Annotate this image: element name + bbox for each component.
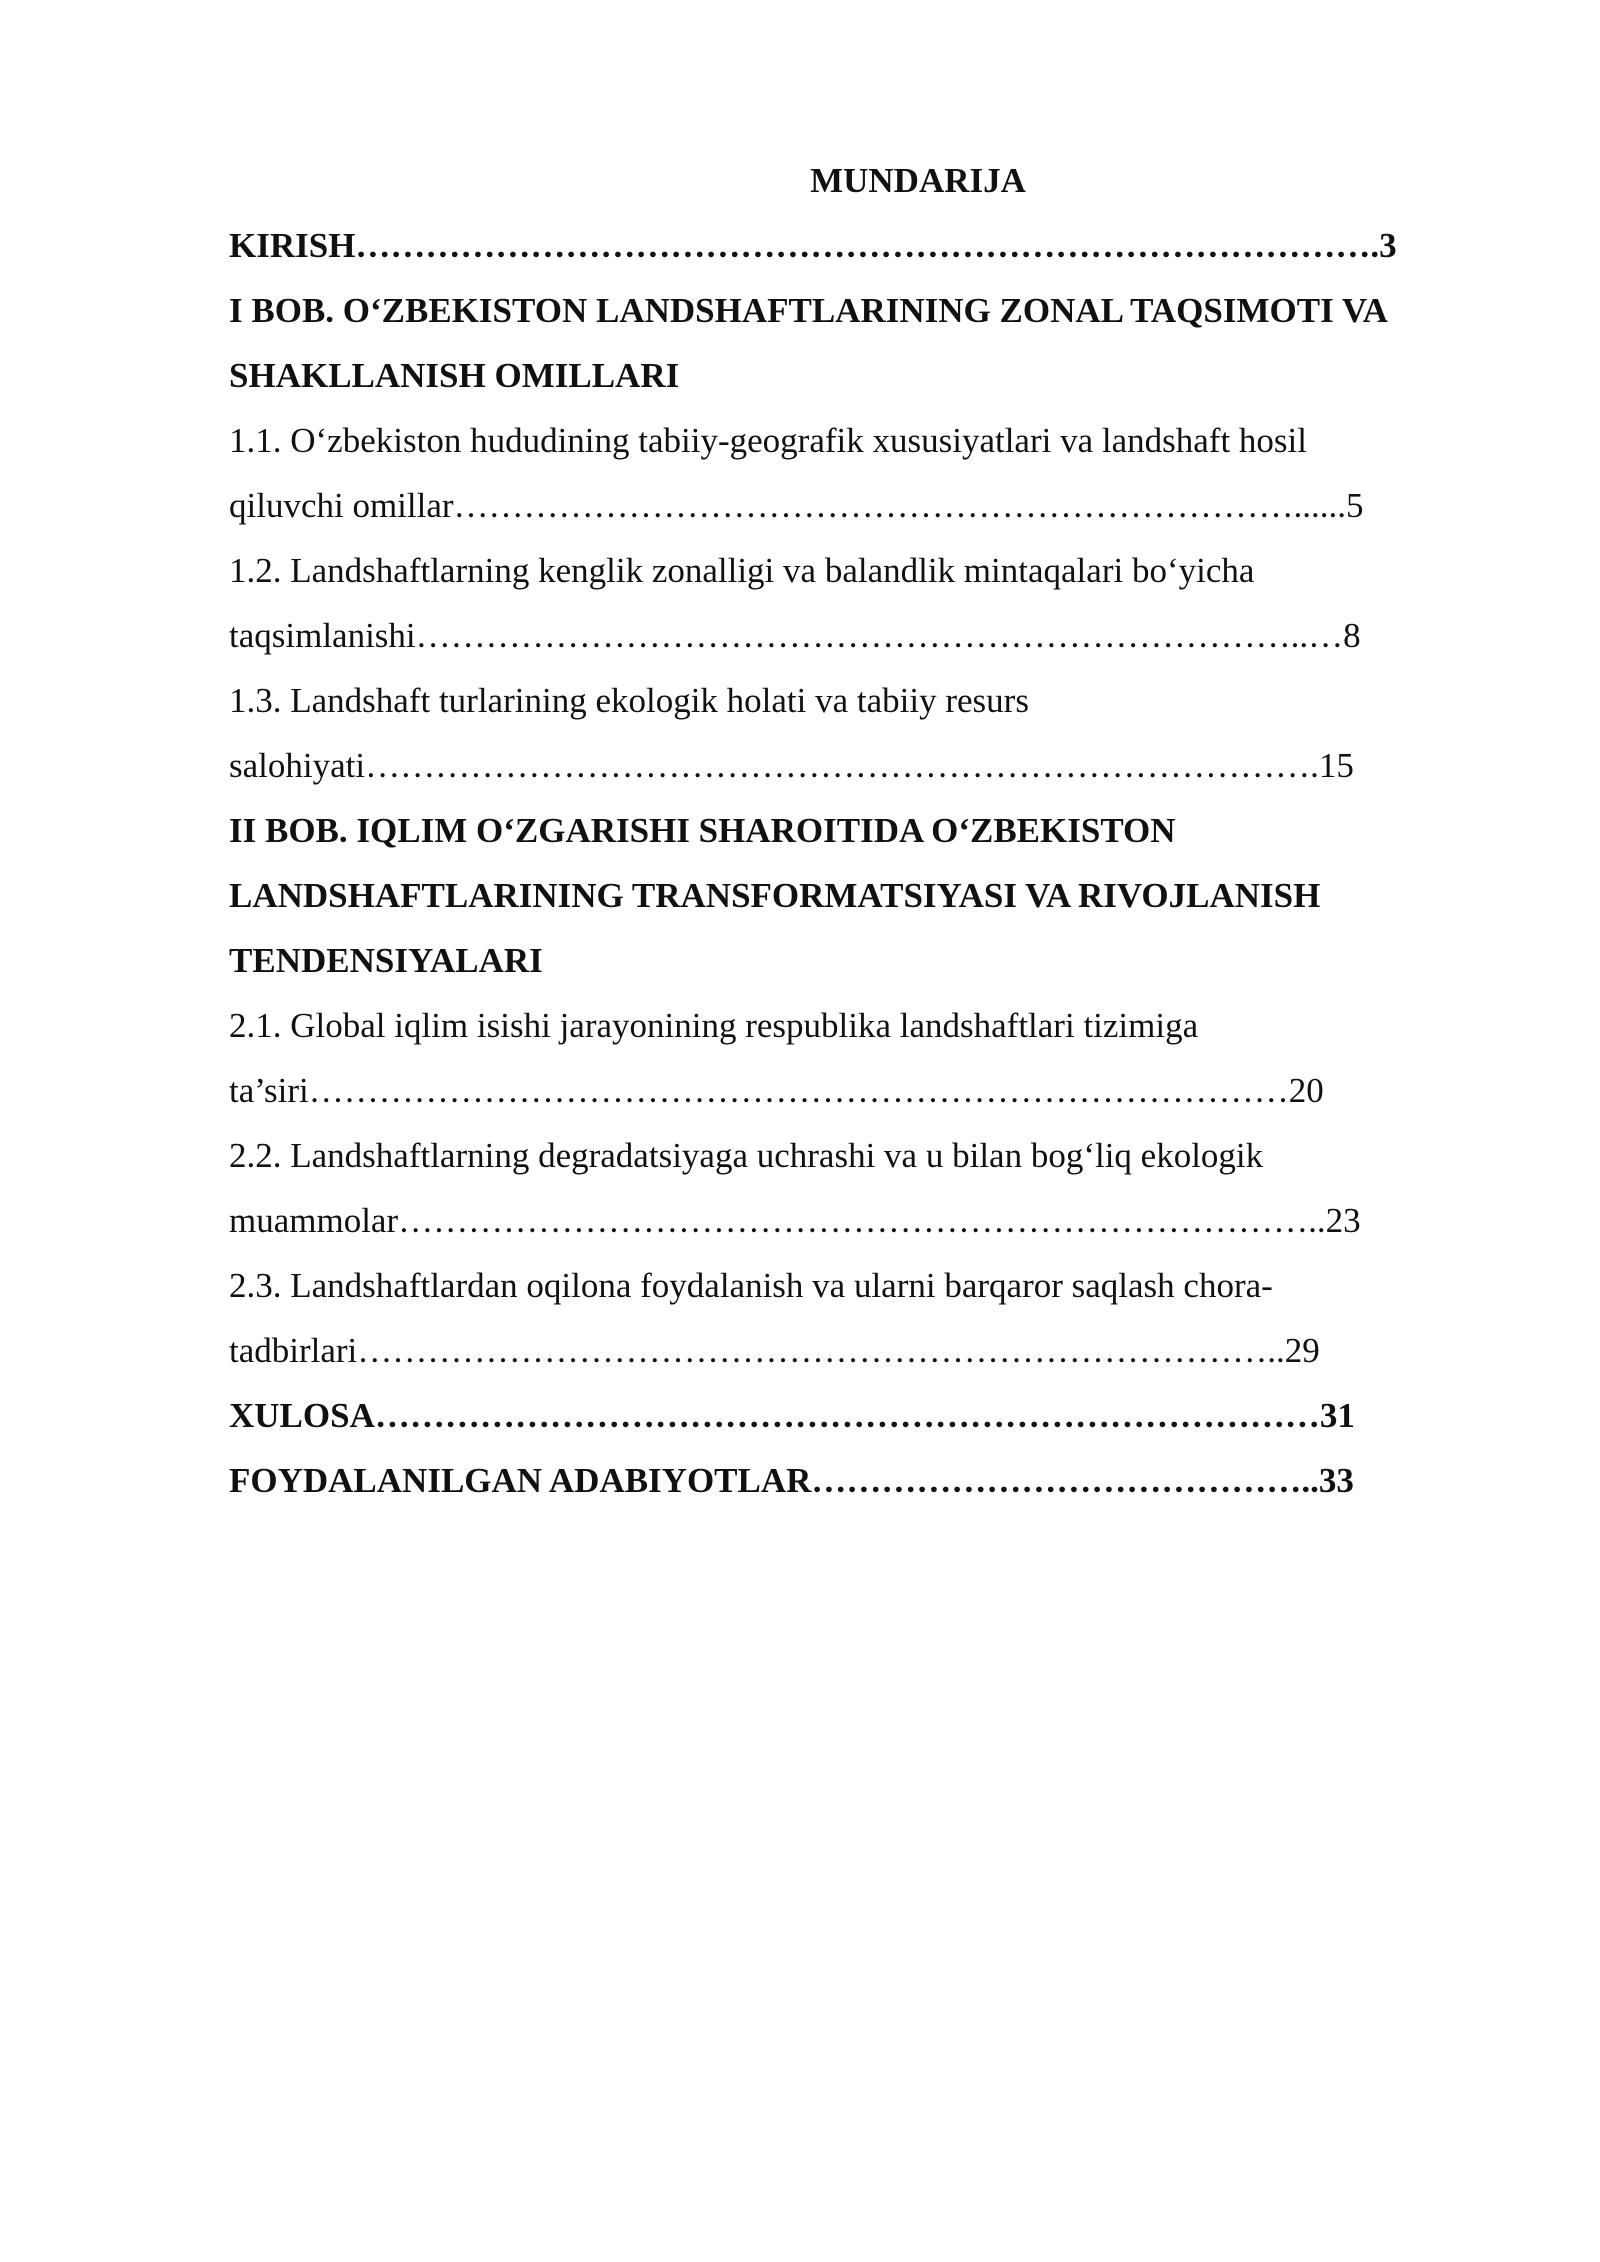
toc-entry-2-1-cont: ta’siri…………………………………………………………………………20 — [229, 1071, 1324, 1110]
toc-entry-references: FOYDALANILGAN ADABIYOTLAR……………………………………..33 — [229, 1461, 1354, 1500]
toc-entry-2-1: 2.1. Global iqlim isishi jarayonining respublika landshaftlari tizimiga — [229, 1006, 1199, 1045]
toc-chapter-2-title: II BOB. IQLIM O‘ZGARISHI SHAROITIDA O‘ZBEKISTON — [229, 811, 1176, 850]
toc-entry-1-1: 1.1. O‘zbekiston hududining tabiiy-geografik xususiyatlari va landshaft hosil — [229, 421, 1307, 460]
toc-entry-1-3-cont: salohiyati……………………………………………………………………….15 — [229, 746, 1354, 785]
toc-chapter-2-title-cont-2: TENDENSIYALARI — [229, 941, 543, 980]
toc-entry-1-2: 1.2. Landshaftlarning kenglik zonalligi va balandlik mintaqalari bo‘yicha — [229, 551, 1255, 590]
toc-entry-2-3: 2.3. Landshaftlardan oqilona foydalanish va ularni barqaror saqlash chora- — [229, 1266, 1273, 1305]
table-of-contents — [229, 148, 1489, 1513]
toc-entry-1-1-cont: qiluvchi omillar………………………………………………………………......5 — [229, 486, 1364, 525]
toc-entry-2-2: 2.2. Landshaftlarning degradatsiyaga uchrashi va u bilan bog‘liq ekologik — [229, 1136, 1264, 1175]
toc-entry-2-2-cont: muammolar……………………………………………………………………..23 — [229, 1201, 1361, 1240]
toc-entry-2-3-cont: tadbirlari……………………………………………………………………..29 — [229, 1331, 1320, 1370]
toc-entry-1-2-cont: taqsimlanishi…………………………………………………………………..…8 — [229, 616, 1361, 655]
toc-entry-introduction: KIRISH…………………………………………………………………………….3 — [229, 226, 1397, 265]
toc-chapter-2-title-cont: LANDSHAFTLARINING TRANSFORMATSIYASI VA RIVOJLANISH — [229, 876, 1321, 915]
toc-heading: MUNDARIJA — [810, 161, 1026, 200]
toc-chapter-1-title-cont: SHAKLLANISH OMILLARI — [229, 356, 680, 395]
toc-entry-conclusion: XULOSA………………………………………………………………………31 — [229, 1396, 1355, 1435]
toc-chapter-1-title: I BOB. O‘ZBEKISTON LANDSHAFTLARINING ZONAL TAQSIMOTI VA — [229, 291, 1388, 330]
toc-entry-1-3: 1.3. Landshaft turlarining ekologik holati va tabiiy resurs — [229, 681, 1029, 720]
